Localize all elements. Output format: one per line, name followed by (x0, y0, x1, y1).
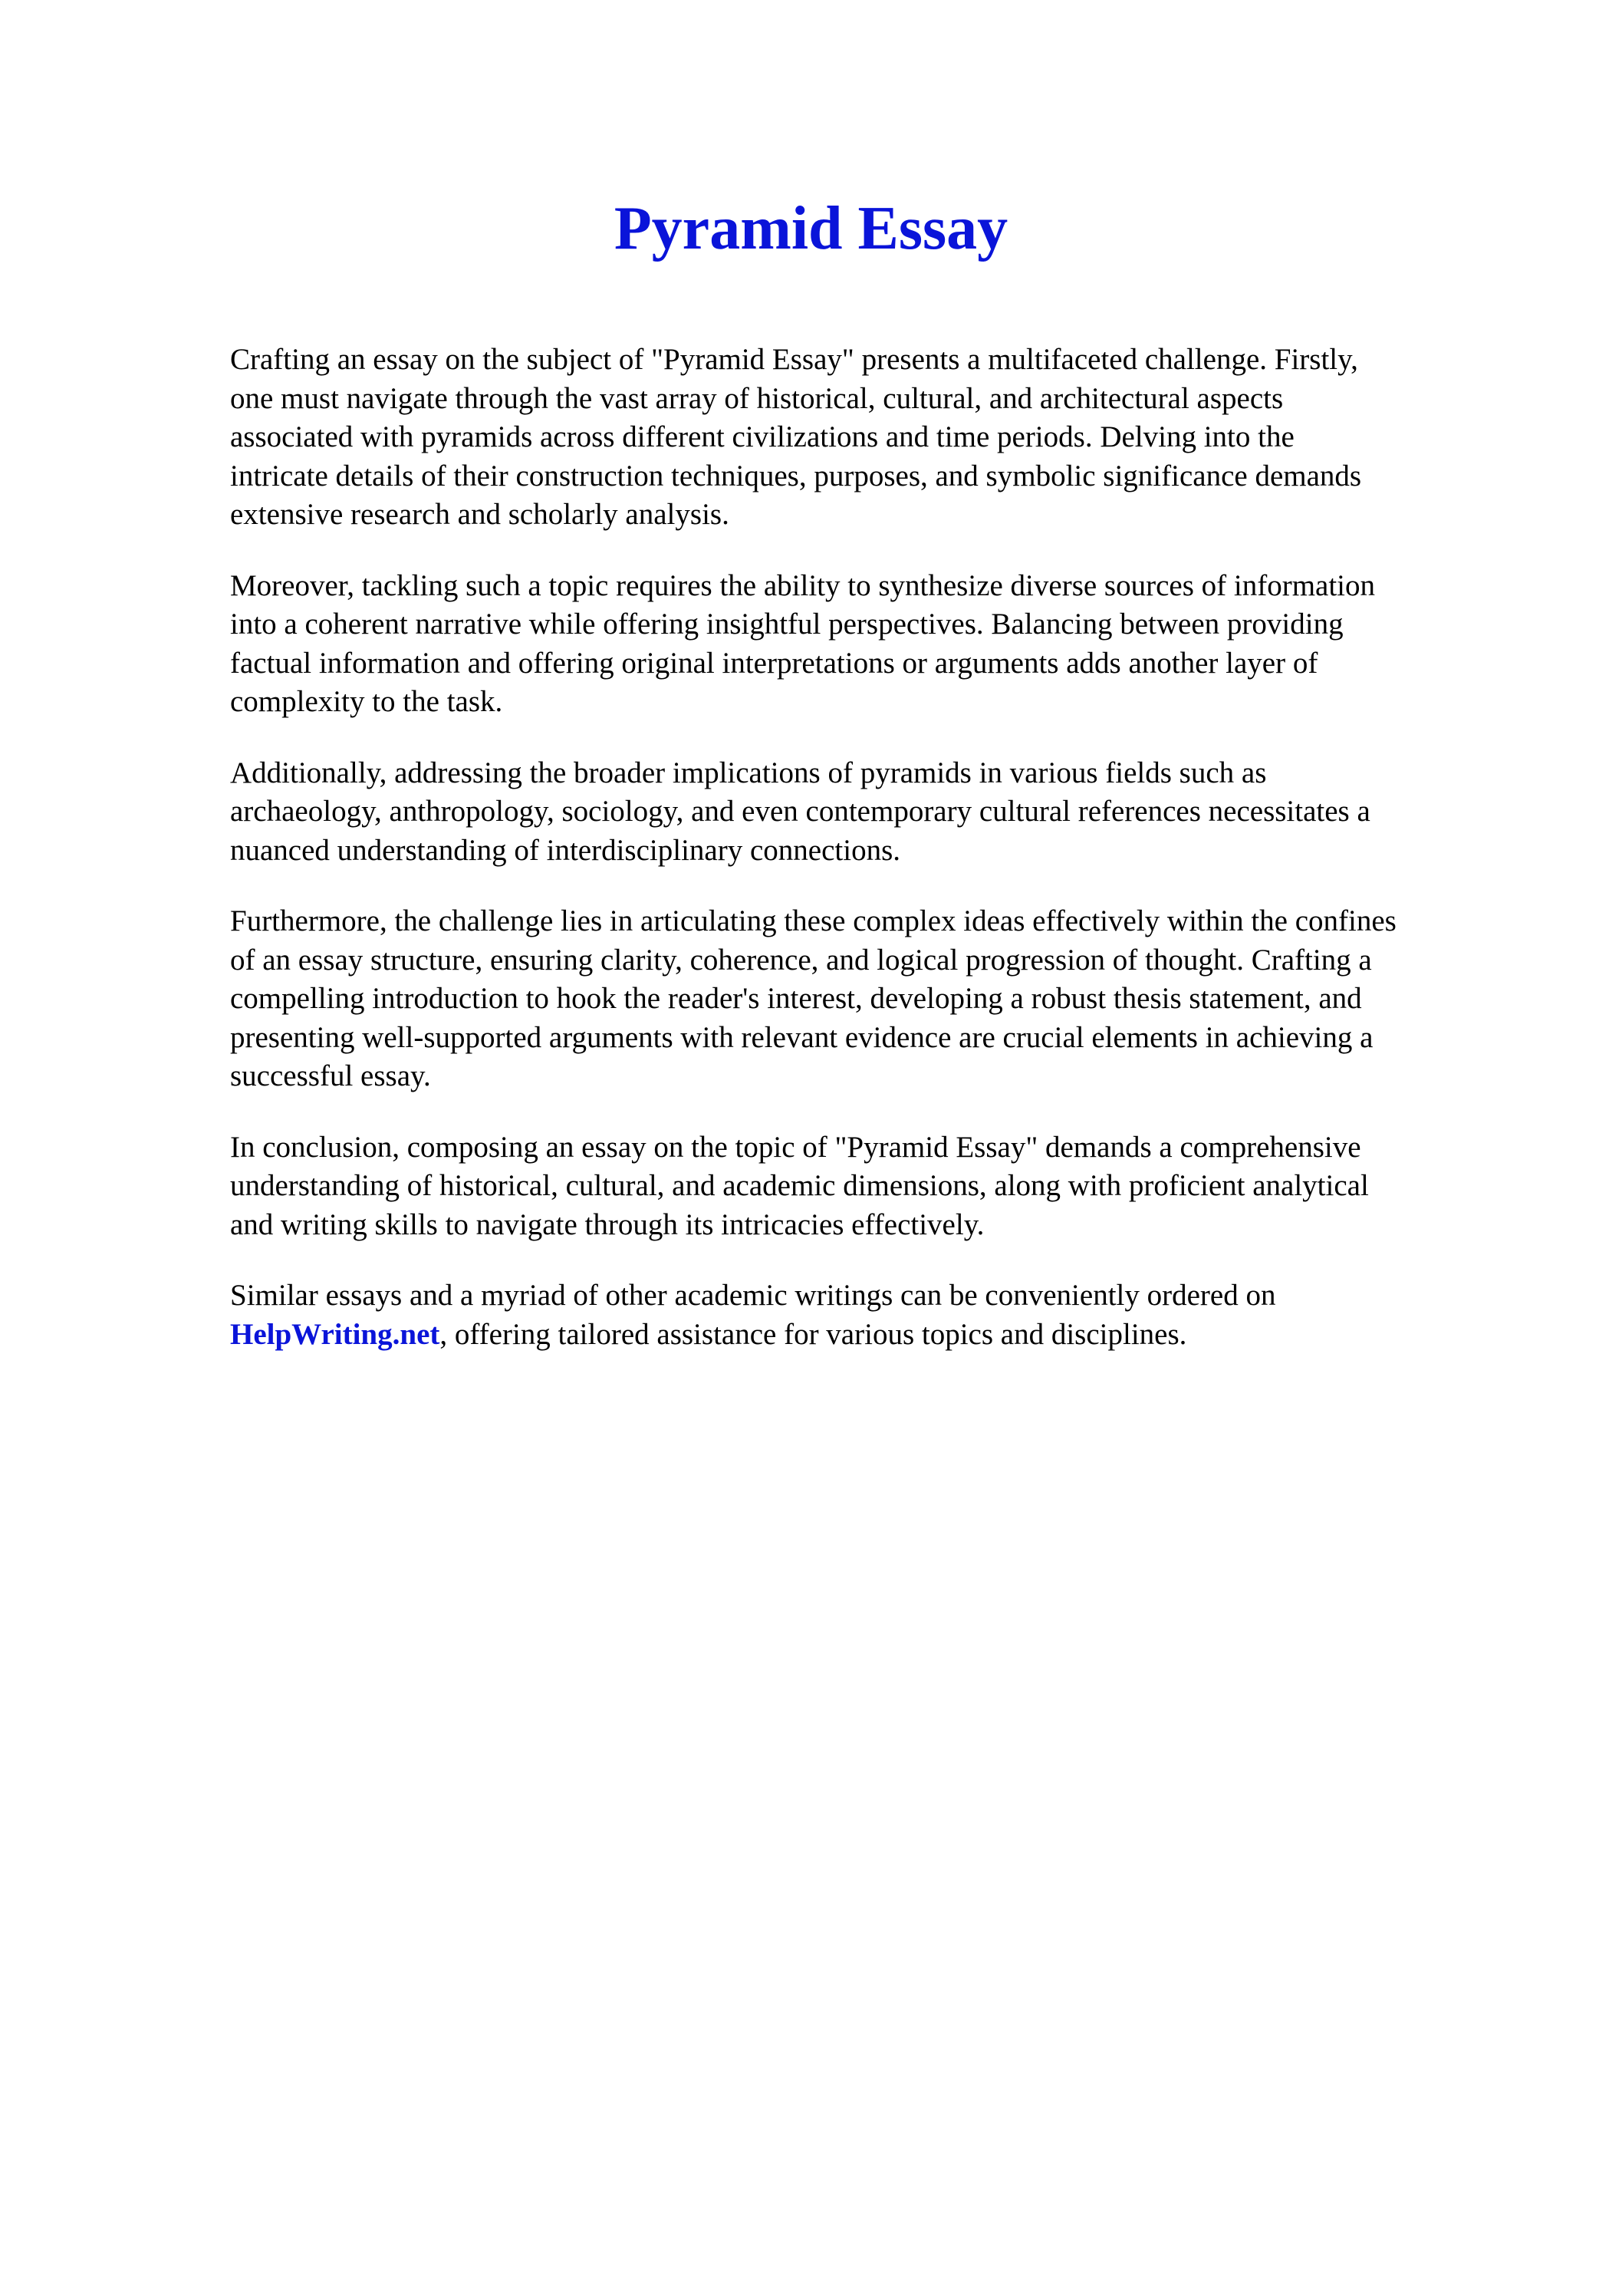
paragraph-4 (230, 902, 1526, 1096)
paragraph-line: successful essay. (230, 1059, 431, 1092)
paragraph-line: presenting well-supported arguments with relevant evidence are crucial elements in achieving a (230, 1020, 1374, 1054)
paragraph-2 (230, 567, 1526, 722)
paragraph-line: complexity to the task. (230, 685, 503, 718)
helpwriting-link[interactable]: HelpWriting.net (230, 1317, 440, 1351)
paragraph-line: into a coherent narrative while offering insightful perspectives. Balancing between providing (230, 608, 1344, 641)
paragraph-line: archaeology, anthropology, sociology, and even contemporary cultural references necessitates a (230, 795, 1370, 828)
closing-paragraph (230, 1276, 1526, 1354)
paragraph-line: Additionally, addressing the broader implications of pyramids in various fields such as (230, 756, 1267, 789)
closing-line-with-link (230, 1316, 1526, 1355)
paragraph-line: of an essay structure, ensuring clarity, coherence, and logical progression of thought. Crafting a (230, 943, 1372, 977)
paragraph-line: Crafting an essay on the subject of "Pyramid Essay" presents a multifaceted challenge. Firstly, (230, 343, 1358, 376)
paragraph-line: understanding of historical, cultural, and academic dimensions, along with proficient analytical (230, 1169, 1369, 1202)
paragraph-line: In conclusion, composing an essay on the topic of "Pyramid Essay" demands a comprehensive (230, 1130, 1361, 1164)
paragraph-line: associated with pyramids across different civilizations and time periods. Delving into the (230, 420, 1295, 453)
paragraph-line: factual information and offering original interpretations or arguments adds another layer of (230, 646, 1318, 680)
paragraph-line: and writing skills to navigate through its intricacies effectively. (230, 1207, 985, 1241)
paragraph-1 (230, 341, 1526, 535)
closing-line: Similar essays and a myriad of other academic writings can be conveniently ordered on (230, 1279, 1276, 1312)
paragraph-line: nuanced understanding of interdisciplinary connections. (230, 833, 900, 867)
paragraph-line: extensive research and scholarly analysis. (230, 498, 729, 531)
paragraph-line: intricate details of their construction techniques, purposes, and symbolic significance demands (230, 459, 1362, 492)
essay-body (230, 341, 1526, 1386)
paragraph-5 (230, 1128, 1526, 1245)
paragraph-3 (230, 754, 1526, 871)
paragraph-line: Moreover, tackling such a topic requires the ability to synthesize diverse sources of information (230, 568, 1376, 602)
paragraph-line: Furthermore, the challenge lies in articulating these complex ideas effectively within the confines (230, 904, 1397, 937)
page-title: Pyramid Essay (614, 195, 1008, 262)
closing-line-rest: , offering tailored assistance for various topics and disciplines. (439, 1317, 1187, 1351)
paragraph-line: one must navigate through the vast array of historical, cultural, and architectural aspects (230, 381, 1284, 415)
paragraph-line: compelling introduction to hook the reader's interest, developing a robust thesis statement, and (230, 982, 1362, 1015)
